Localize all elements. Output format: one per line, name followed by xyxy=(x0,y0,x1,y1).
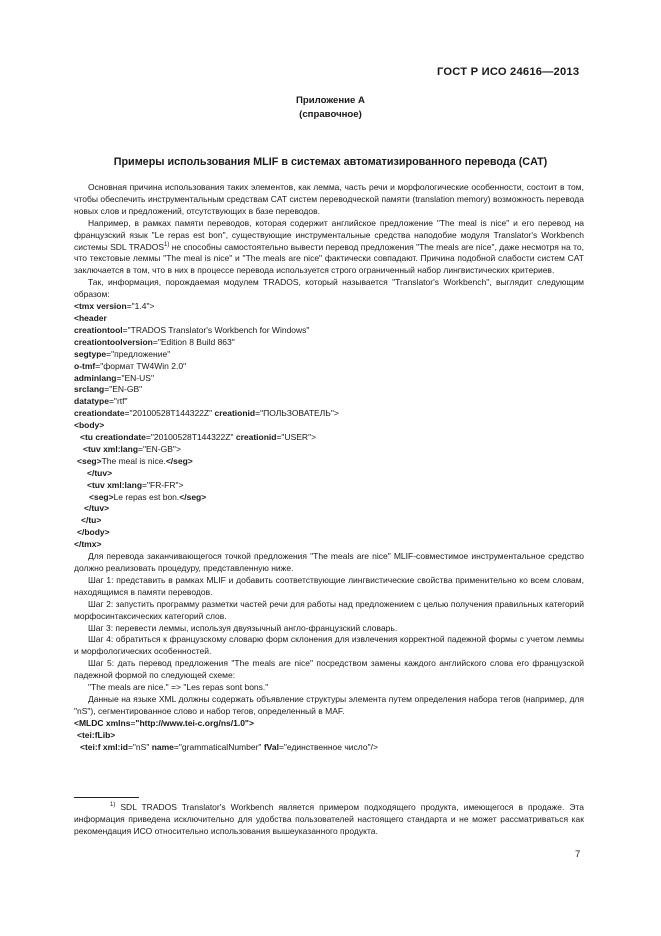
code-value: ="rtf" xyxy=(108,396,128,407)
code-line xyxy=(74,301,584,313)
code-tag: datatype xyxy=(74,396,109,407)
code-tag: creationtool xyxy=(74,324,123,335)
code-tag: </seg> xyxy=(165,455,193,466)
code-tag: <MLDC xmlns xyxy=(74,717,131,728)
code-value: Le repas est bon. xyxy=(113,491,180,502)
code-line xyxy=(74,325,584,337)
step-1: Шаг 1: представить в рамках MLIF и добавить соответствующие лингвистические свойства применительно ко всем словам, находящимся в памяти переводов. xyxy=(74,574,584,597)
footnote-mark: 1) xyxy=(110,802,116,809)
code-value: ="ПОЛЬЗОВАТЕЛЬ"> xyxy=(255,408,339,419)
code-value: ="Edition 8 Build 863" xyxy=(152,336,235,347)
paragraph-5: Данные на языке XML должны содержать объявление структуры элемента путем определения набора тегов (например, для "nS"), сегментированное слово и набор тегов, определенный в MAF. xyxy=(74,693,584,716)
code-value: The meal is nice. xyxy=(101,455,166,466)
annex-type: (справочное) xyxy=(299,109,362,120)
code-line xyxy=(74,718,584,730)
code-tag: </tuv> xyxy=(84,503,110,514)
code-line xyxy=(74,420,584,432)
code-value: ="USER"> xyxy=(276,432,317,443)
code-line xyxy=(74,432,584,444)
code-line xyxy=(74,408,584,420)
code-tag: <tei:fLib> xyxy=(77,729,116,740)
code-line xyxy=(74,349,584,361)
code-value: ="20100528T144322Z" xyxy=(124,408,215,419)
code-value: ="nS" xyxy=(127,741,152,752)
code-tag: <body> xyxy=(74,420,105,431)
code-tag: o-tmf xyxy=(74,360,96,371)
code-value: ="единственное число"/> xyxy=(278,741,378,752)
code-line xyxy=(74,384,584,396)
code-line xyxy=(74,480,584,492)
code-value: ="FR-FR"> xyxy=(142,479,184,490)
code-tag: creationdate xyxy=(74,408,125,419)
code-line xyxy=(74,527,584,539)
code-tag: <seg> xyxy=(77,455,102,466)
xml-code-block-2 xyxy=(74,718,584,754)
code-tag: creationid xyxy=(214,408,256,419)
code-value: ="EN-GB"> xyxy=(138,443,181,454)
code-value: ="формат TW4Win 2.0" xyxy=(95,360,187,371)
code-tag: </seg> xyxy=(179,491,207,502)
code-tag: "http://www.tei-c.org/ns/1.0"> xyxy=(135,717,254,728)
paragraph-3: Так, информация, порождаемая модулем TRADOS, который называется "Translator's Workbench", выглядит следующим образом: xyxy=(74,277,584,300)
code-line xyxy=(74,373,584,385)
annex-label: Приложение А xyxy=(296,95,365,106)
translation-mapping: "The meals are nice." => "Les repas sont bons." xyxy=(88,682,269,693)
code-line xyxy=(74,396,584,408)
code-value: = xyxy=(130,717,136,728)
code-tag: srclang xyxy=(74,384,105,395)
code-value: ="предложение" xyxy=(106,348,171,359)
code-line xyxy=(74,492,584,504)
code-tag: <tmx version xyxy=(74,301,127,312)
code-line xyxy=(74,515,584,527)
standard-number: ГОСТ Р ИСО 24616—2013 xyxy=(437,66,580,78)
code-tag: creationid xyxy=(235,432,277,443)
code-value: ="grammaticalNumber" xyxy=(173,741,264,752)
code-tag: </tmx> xyxy=(74,539,102,550)
code-line xyxy=(74,337,584,349)
code-tag: </tuv> xyxy=(87,467,113,478)
code-tag: <tuv xml:lang xyxy=(83,443,139,454)
code-value: ="1.4"> xyxy=(126,301,155,312)
code-line xyxy=(74,444,584,456)
code-line xyxy=(74,742,584,754)
code-tag: <seg> xyxy=(89,491,114,502)
code-line xyxy=(74,456,584,468)
code-value: ="EN-GB" xyxy=(104,384,143,395)
code-tag: <tuv xml:lang xyxy=(87,479,143,490)
code-tag: <tu creationdate xyxy=(80,432,146,443)
footnote-ref: 1) xyxy=(163,241,170,248)
step-5: Шаг 5: дать перевод предложения "The meals are nice" посредством замены каждого английского слова его французской падежной формой по следующей схеме: xyxy=(74,658,584,681)
code-tag: fVal xyxy=(263,741,279,752)
code-tag: segtype xyxy=(74,348,107,359)
code-tag: <tei:f xml:id xyxy=(80,741,128,752)
code-line xyxy=(74,730,584,742)
annex-heading xyxy=(0,94,661,122)
code-line xyxy=(74,468,584,480)
footnote: $^{1)}$ SDL TRADOS Translator's Workbench является примером подходящего продукта, имеющегося в продаже. Эта информация приведена исключительно для удобства пользователей настоящего стандарта и не может рассматриваться как рекомендация ИСО относительно использования вышеуказанного продукта. xyxy=(74,802,584,836)
paragraph-1: Основная причина использования таких элементов, как лемма, часть речи и морфологические особенности, состоит в том, чтобы обеспечить инструментальным средствам CAT систем переводческой памяти (translation memory) возможность перевода новых слов и предложений, отсутствующих в базе переводов. xyxy=(74,182,584,216)
annex-title: Примеры использования MLIF в системах автоматизированного перевода (CAT) xyxy=(113,156,548,168)
paragraph-4: Для перевода заканчивающегося точкой предложения "The meals are nice" MLIF-совместимое инструментальное средство должно реализовать процедуру, представленную ниже. xyxy=(74,551,584,573)
code-line xyxy=(74,361,584,373)
code-tag: adminlang xyxy=(74,372,117,383)
code-tag: <header xyxy=(74,312,107,323)
paragraph-2: Например, в рамках памяти переводов, которая содержит английское предложение "The meal is nice" и его перевод на французский язык "Le repas est bon", существующие инструментальные средства наподобие модуля Translator's Workbench системы SDL TRADOS$^{1)}$ не способны самостоятельно вывести перевод предложения "The meals are nice", даже несмотря на то, что текстовые леммы "The meal is nice" и "The meals are nice" фактически совпадают. Причина подобной слабости систем CAT заключается в том, что в них в процессе перевода используется строго ограниченный набор лингвистических критериев. xyxy=(74,217,584,276)
step-3: Шаг 3: перевести леммы, используя двуязычный англо-французский словарь. xyxy=(88,622,398,633)
code-tag: name xyxy=(151,741,174,752)
code-line xyxy=(74,503,584,515)
code-tag: </tu> xyxy=(81,515,102,526)
page-number: 7 xyxy=(575,849,581,860)
code-value: ="20100528T144322Z" xyxy=(145,432,236,443)
code-line xyxy=(74,539,584,551)
footnote-separator xyxy=(74,797,139,798)
code-tag: </body> xyxy=(77,527,110,538)
code-tag: creationtoolversion xyxy=(74,336,153,347)
code-value: ="EN-US" xyxy=(116,372,154,383)
body-text xyxy=(74,182,584,754)
xml-code-block-1 xyxy=(74,301,584,551)
code-line xyxy=(74,313,584,325)
step-2: Шаг 2: запустить программу разметки частей речи для работы над предложением с целью получения правильных категорий морфосинтаксических категорий слов. xyxy=(74,598,584,621)
code-value: ="TRADOS Translator's Workbench for Windows" xyxy=(122,324,310,335)
step-4: Шаг 4: обратиться к французскому словарю форм склонения для извлечения корректной падежной формы с учетом леммы и морфологических особенностей. xyxy=(74,634,584,657)
